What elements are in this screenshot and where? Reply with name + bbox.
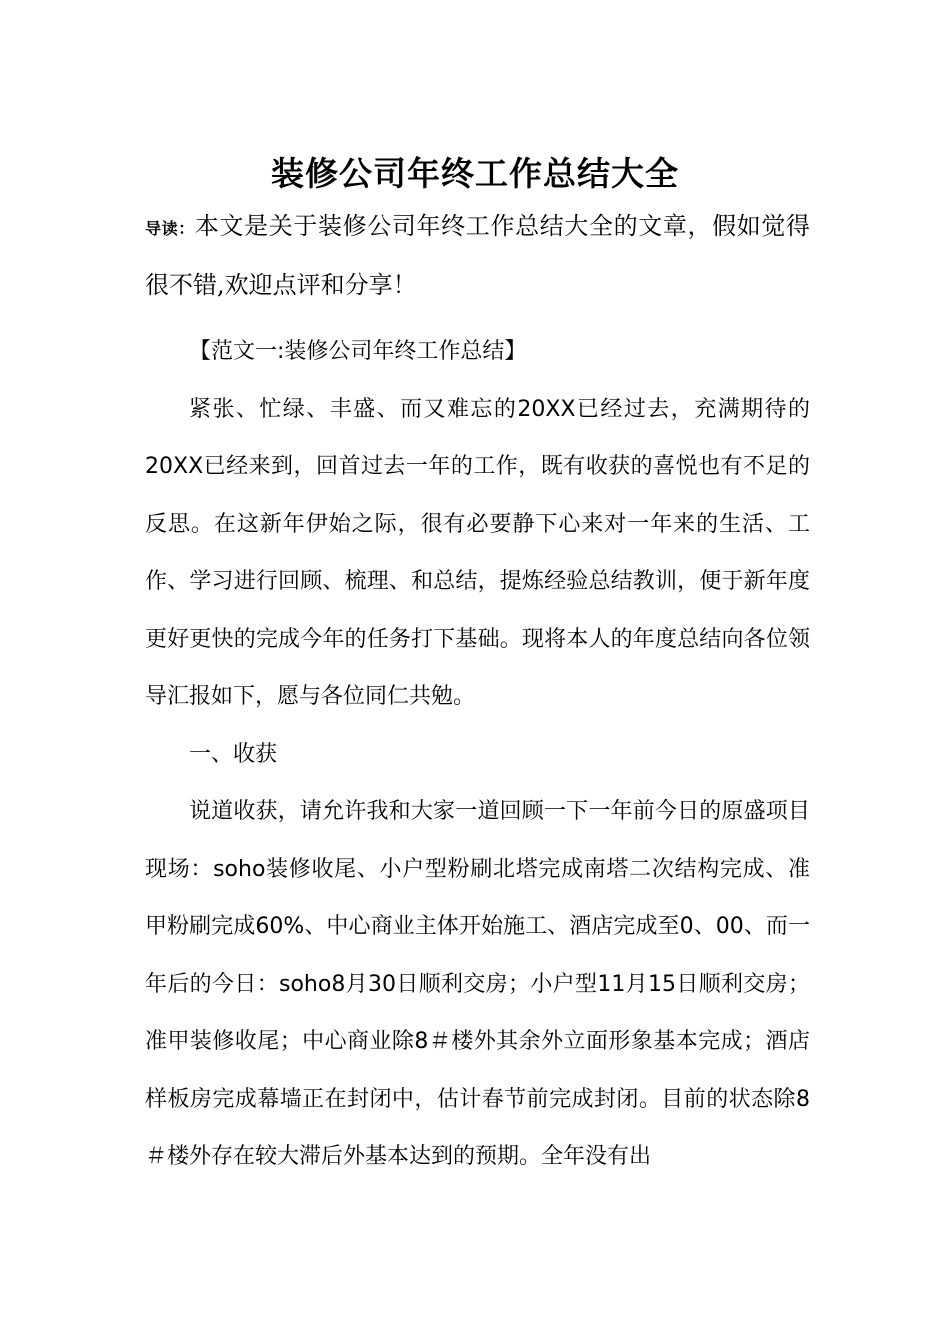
paragraph-2: 说道收获，请允许我和大家一道回顾一下一年前今日的原盛项目现场：soho装修收尾、小户型粉刷北塔完成南塔二次结构完成、准甲粉刷完成60%、中心商业主体开始施工、酒店完成至0、00、而一年后的今日：soho8月30日顺利交房；小户型11月15日顺利交房；准甲装修收尾；中心商业除8＃楼外其余外立面形象基本完成；酒店样板房完成幕墙正在封闭中，估计春节前完成封闭。目前的状态除8＃楼外存在较大滞后外基本达到的预期。全年没有出 [145, 799, 810, 1169]
intro-block [145, 198, 810, 314]
section-heading: 【范文一:装修公司年终工作总结】 [189, 339, 527, 364]
document-body [145, 323, 810, 1186]
intro-text: 本文是关于装修公司年终工作总结大全的文章，假如觉得很不错,欢迎点评和分享！ [145, 212, 810, 299]
document-title: 装修公司年终工作总结大全 [271, 154, 679, 194]
intro-lead-label: 导读： [145, 219, 195, 238]
subheading-harvest: 一、收获 [189, 741, 278, 767]
paragraph-1: 紧张、忙绿、丰盛、而又难忘的20XX已经过去，充满期待的20XX已经来到，回首过去一年的工作，既有收获的喜悦也有不足的反思。在这新年伊始之际，很有必要静下心来对一年来的生活、工作、学习进行回顾、梳理、和总结，提炼经验总结教训，便于新年度更好更快的完成今年的任务打下基础。现将本人的年度总结向各位领导汇报如下，愿与各位同仁共勉。 [145, 396, 810, 709]
